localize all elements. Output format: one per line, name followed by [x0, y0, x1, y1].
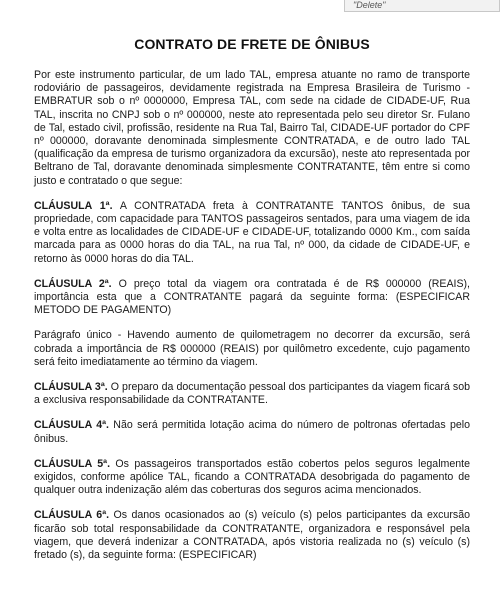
- clause-1-label: CLÁUSULA 1ª.: [34, 199, 113, 212]
- clause-6: [34, 509, 470, 562]
- intro-paragraph: Por este instrumento particular, de um lado TAL, empresa atuante no ramo de transporte rodoviário de passageiros, devidamente registrada na Empresa Brasileira de Turismo - EMBRATUR sob o nº 0000000, Empresa TAL, com sede na cidade de CIDADE-UF, Rua TAL, inscrita no CNPJ sob o nº 000000, neste ato representada pelo seu diretor Sr. Fulano de Tal, estado civil, profissão, residente na Rua Tal, Bairro Tal, CIDADE-UF portador do CPF nº 000000, doravante denominada simplesmente CONTRATADA, e de outro lado TAL (qualificação da empresa de turismo organizadora da excursão), neste ato representada por Beltrano de Tal, doravante denominada simplesmente CONTRATANTE, têm entre si como justo e contratado o que segue:: [34, 69, 470, 187]
- top-bar: [0, 0, 500, 14]
- clause-3-label: CLÁUSULA 3ª.: [34, 381, 108, 394]
- clause-2: [34, 278, 470, 318]
- clause-3: [34, 381, 470, 407]
- clause-6-text: Os danos ocasionados ao (s) veículo (s) pelos participantes da excursão ficarão sob total responsabilidade da CONTRATANTE, organizadora e responsável pela viagem, que deverá indenizar a CONTRATADA, após vistoria realizada no (s) veículo (s) fretado (s), da seguinte forma: (ESPECIFICAR): [34, 509, 470, 562]
- clause-2-label: CLÁUSULA 2ª.: [34, 277, 112, 290]
- clause-5-text: Os passageiros transportados estão cobertos pelos seguros legalmente exigidos, conforme apólice TAL, ficando a CONTRATADA desobrigada do pagamento de qualquer outra indenização além das coberturas dos seguros acima mencionados.: [34, 457, 470, 497]
- clause-3-text: O preparo da documentação pessoal dos participantes da viagem ficará sob a exclusiva responsabilidade da CONTRATANTE.: [34, 381, 470, 407]
- clause-4-text: Não será permitida lotação acima do número de poltronas ofertadas pelo ônibus.: [34, 419, 470, 445]
- paragraph-unico: [34, 329, 470, 369]
- document-title: CONTRATO DE FRETE DE ÔNIBUS: [134, 36, 370, 52]
- clause-4-label: CLÁUSULA 4ª.: [34, 419, 109, 432]
- clause-4: [34, 419, 470, 445]
- clause-6-label: CLÁUSULA 6ª.: [34, 509, 110, 522]
- delete-tag[interactable]: "Delete": [344, 0, 500, 12]
- clause-5: [34, 458, 470, 498]
- clause-1: [34, 200, 470, 266]
- paragraph-unico-text: Parágrafo único - Havendo aumento de quilometragem no decorrer da excursão, será cobrada a importância de R$ 000000 (REAIS) por quilômetro excedente, cujo pagamento será feito imediatamente ao término da viagem.: [34, 329, 470, 368]
- document-page: [34, 36, 470, 574]
- clause-1-text: A CONTRATADA freta à CONTRATANTE TANTOS ônibus, de sua propriedade, com capacidade para TANTOS passageiros sentados, para uma viagem de ida e volta entre as localidades de CIDADE-UF e CIDADE-UF, totalizando 0000 Km., com saída marcada para as 0000 horas do dia TAL, na rua Tal, nº 000, da cidade de CIDADE-UF, e retorno às 0000 horas do dia TAL.: [34, 199, 470, 265]
- clause-5-label: CLÁUSULA 5ª.: [34, 457, 111, 470]
- clause-2-text: O preço total da viagem ora contratada é de R$ 000000 (REAIS), importância esta que a CONTRATANTE pagará da seguinte forma: (ESPECIFICAR METODO DE PAGAMENTO): [34, 277, 470, 317]
